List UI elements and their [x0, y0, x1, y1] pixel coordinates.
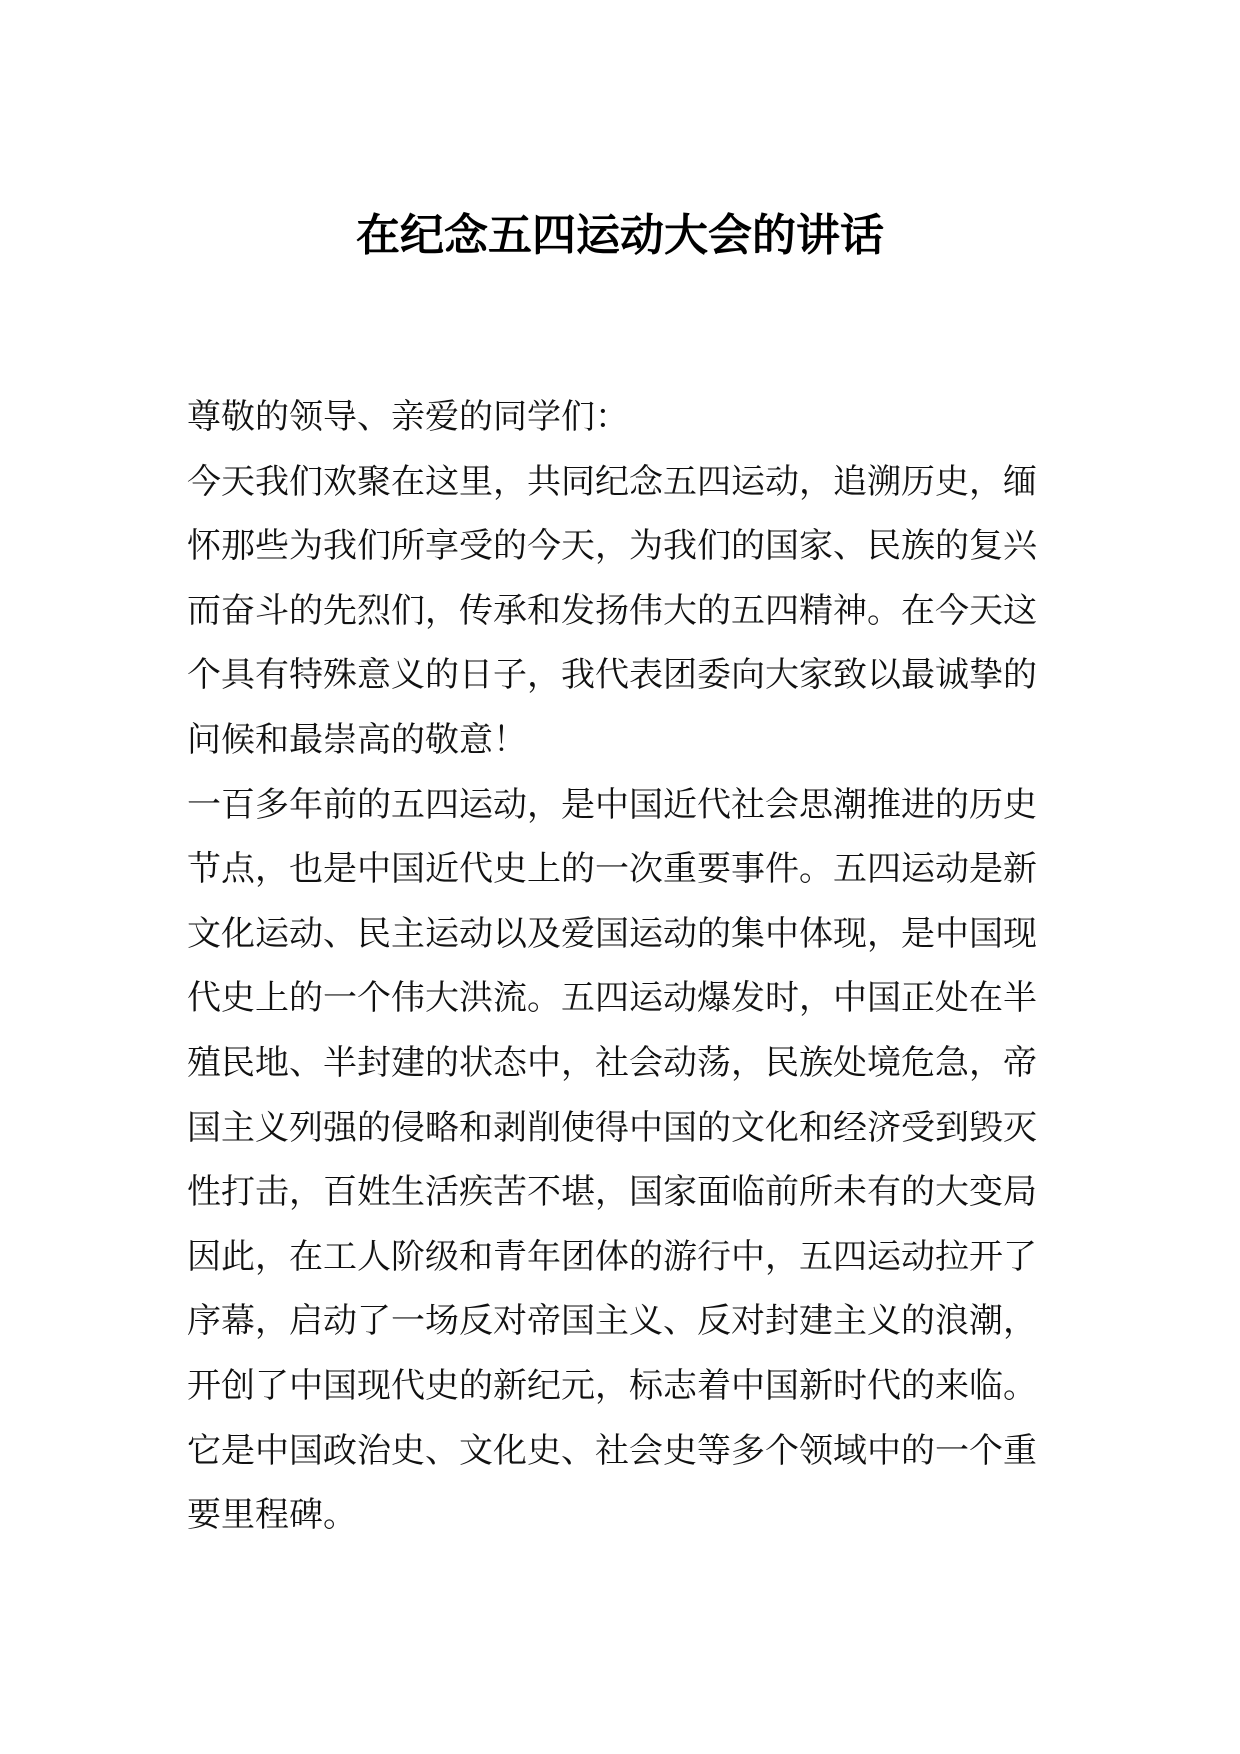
text-line: 开创了中国现代史的新纪元，标志着中国新时代的来临。 — [187, 1365, 1037, 1406]
text-line: 文化运动、民主运动以及爱国运动的集中体现，是中国现 — [187, 913, 1037, 954]
text-line: 它是中国政治史、文化史、社会史等多个领域中的一个重 — [187, 1430, 1037, 1471]
text-line: 怀那些为我们所享受的今天，为我们的国家、民族的复兴 — [187, 526, 1037, 567]
text-line: 一百多年前的五四运动，是中国近代社会思潮推进的历史 — [187, 784, 1037, 825]
text-line: 序幕，启动了一场反对帝国主义、反对封建主义的浪潮， — [187, 1301, 1037, 1342]
document-title: 在纪念五四运动大会的讲话 — [356, 210, 884, 261]
text-line: 代史上的一个伟大洪流。五四运动爆发时，中国正处在半 — [187, 978, 1037, 1019]
text-line: 要里程碑。 — [187, 1495, 357, 1536]
text-line: 而奋斗的先烈们，传承和发扬伟大的五四精神。在今天这 — [187, 590, 1037, 631]
text-line: 个具有特殊意义的日子，我代表团委向大家致以最诚挚的 — [187, 655, 1037, 696]
text-line: 问候和最崇高的敬意！ — [187, 719, 527, 760]
text-line: 殖民地、半封建的状态中，社会动荡，民族处境危急，帝 — [187, 1042, 1037, 1083]
document-body — [187, 385, 1053, 1548]
text-line: 节点，也是中国近代史上的一次重要事件。五四运动是新 — [187, 849, 1037, 890]
text-line: 因此，在工人阶级和青年团体的游行中，五四运动拉开了 — [187, 1236, 1037, 1277]
text-line: 性打击，百姓生活疾苦不堪，国家面临前所未有的大变局 — [187, 1172, 1037, 1213]
text-line: 尊敬的领导、亲爱的同学们： — [187, 397, 629, 437]
text-line: 国主义列强的侵略和剥削使得中国的文化和经济受到毁灭 — [187, 1107, 1037, 1148]
text-line: 今天我们欢聚在这里，共同纪念五四运动，追溯历史，缅 — [187, 461, 1037, 502]
